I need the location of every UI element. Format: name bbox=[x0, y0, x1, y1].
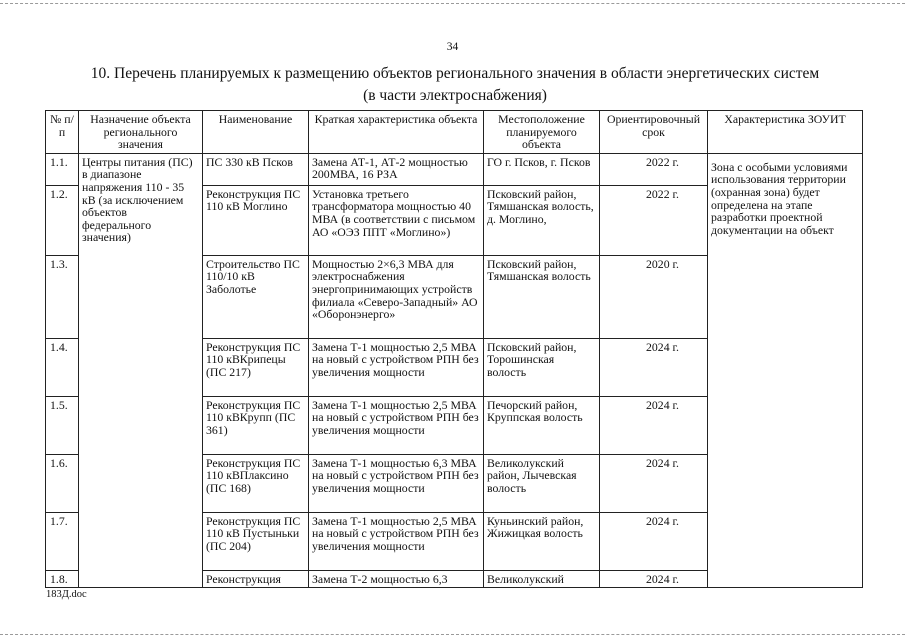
scan-top-edge bbox=[0, 3, 905, 4]
document-title: 10. Перечень планируемых к размещению объектов регионального значения в области энергетических систем bbox=[90, 65, 820, 82]
header-number: № п/п bbox=[46, 111, 79, 154]
object-name: Реконструкция ПС 110 кВ Моглино bbox=[203, 185, 309, 255]
row-number: 1.8. bbox=[46, 570, 79, 588]
row-number: 1.2. bbox=[46, 185, 79, 255]
object-name: Реконструкция ПС 110 кВПлаксино (ПС 168) bbox=[203, 454, 309, 512]
object-term: 2022 г. bbox=[600, 185, 708, 255]
object-location: Великолукский район, Лычевская волость bbox=[484, 454, 600, 512]
object-description: Замена АТ-1, АТ-2 мощностью 200МВА, 16 РЗА bbox=[309, 153, 484, 185]
file-name-footer: 183Д.doc bbox=[46, 589, 87, 600]
table-header-row bbox=[46, 111, 863, 154]
object-description: Замена Т-1 мощностью 2,5 МВА на новый с устройством РПН без увеличения мощности bbox=[309, 512, 484, 570]
object-term: 2024 г. bbox=[600, 396, 708, 454]
row-number: 1.1. bbox=[46, 153, 79, 185]
object-location: Псковский район, Торошинская волость bbox=[484, 338, 600, 396]
object-location: Куньинский район, Жижицкая волость bbox=[484, 512, 600, 570]
object-name: Строительство ПС 110/10 кВ Заболотье bbox=[203, 255, 309, 338]
objects-table bbox=[45, 110, 863, 588]
object-name: Реконструкция bbox=[203, 570, 309, 588]
object-name: Реконструкция ПС 110 кВКрупп (ПС 361) bbox=[203, 396, 309, 454]
object-description: Замена Т-1 мощностью 6,3 МВА на новый с устройством РПН без увеличения мощности bbox=[309, 454, 484, 512]
object-description: Мощностью 2×6,3 МВА для электроснабжения энергопринимающих устройств филиала «Северо-Западный» АО «Оборонэнерго» bbox=[309, 255, 484, 338]
object-location: Великолукский bbox=[484, 570, 600, 588]
object-term: 2022 г. bbox=[600, 153, 708, 185]
header-zone: Характеристика ЗОУИТ bbox=[708, 111, 863, 154]
header-description: Краткая характеристика объекта bbox=[309, 111, 484, 154]
header-purpose: Назначение объекта регионального значения bbox=[79, 111, 203, 154]
object-name: ПС 330 кВ Псков bbox=[203, 153, 309, 185]
document-subtitle: (в части электроснабжения) bbox=[363, 87, 547, 104]
row-number: 1.4. bbox=[46, 338, 79, 396]
scan-bottom-edge bbox=[0, 634, 905, 635]
header-term: Ориентировочный срок bbox=[600, 111, 708, 154]
object-description: Замена Т-1 мощностью 2,5 МВА на новый с устройством РПН без увеличения мощности bbox=[309, 396, 484, 454]
object-description: Замена Т-1 мощностью 2,5 МВА на новый с устройством РПН без увеличения мощности bbox=[309, 338, 484, 396]
row-number: 1.3. bbox=[46, 255, 79, 338]
purpose-cell: Центры питания (ПС) в диапазоне напряжения 110 - 35 кВ (за исключением объектов федерального значения) bbox=[79, 153, 203, 588]
object-name: Реконструкция ПС 110 кВ Пустыньки (ПС 204) bbox=[203, 512, 309, 570]
object-term: 2024 г. bbox=[600, 570, 708, 588]
zone-cell: Зона с особыми условиями использования территории (охранная зона) будет определена на этапе разработки проектной документации на объект bbox=[708, 153, 863, 588]
object-term: 2024 г. bbox=[600, 338, 708, 396]
object-description: Замена Т-2 мощностью 6,3 bbox=[309, 570, 484, 588]
page-number: 34 bbox=[446, 41, 459, 53]
object-name: Реконструкция ПС 110 кВКрипецы (ПС 217) bbox=[203, 338, 309, 396]
object-term: 2024 г. bbox=[600, 454, 708, 512]
table-row bbox=[46, 153, 863, 185]
row-number: 1.5. bbox=[46, 396, 79, 454]
object-location: Псковский район, Тямшанская волость bbox=[484, 255, 600, 338]
object-description: Установка третьего трансформатора мощностью 40 МВА (в соответствии с письмом АО «ОЭЗ ППТ «Моглино») bbox=[309, 185, 484, 255]
object-term: 2024 г. bbox=[600, 512, 708, 570]
header-location: Местоположение планируемого объекта bbox=[484, 111, 600, 154]
object-location: Псковский район, Тямшанская волость, д. Моглино, bbox=[484, 185, 600, 255]
object-term: 2020 г. bbox=[600, 255, 708, 338]
row-number: 1.6. bbox=[46, 454, 79, 512]
header-name: Наименование bbox=[203, 111, 309, 154]
row-number: 1.7. bbox=[46, 512, 79, 570]
object-location: ГО г. Псков, г. Псков bbox=[484, 153, 600, 185]
object-location: Печорский район, Круппская волость bbox=[484, 396, 600, 454]
